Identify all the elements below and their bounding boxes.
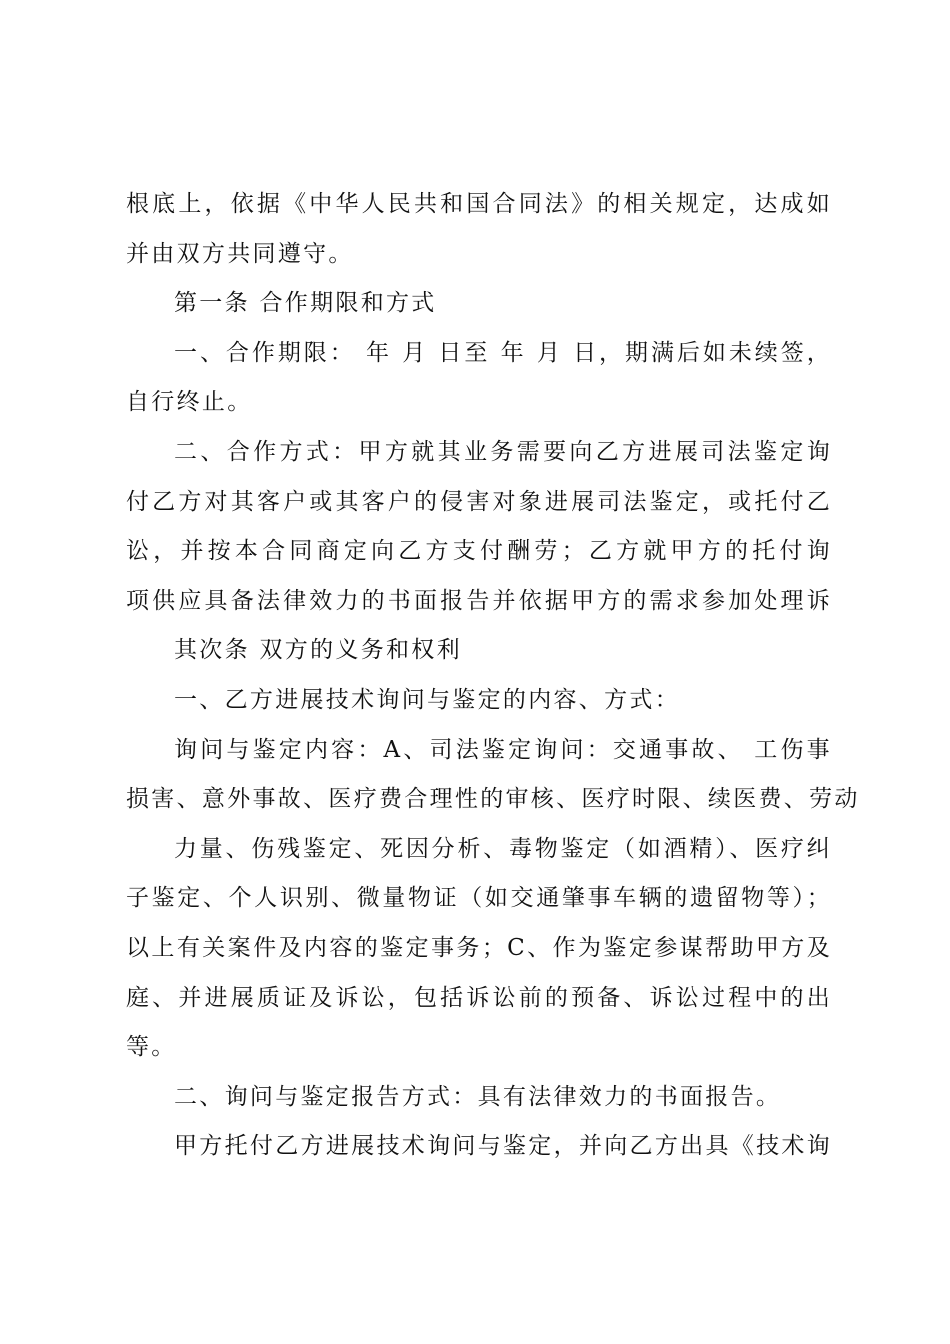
paragraph-line: 二、合作方式：甲方就其业务需要向乙方进展司法鉴定询 xyxy=(174,438,832,465)
document-body xyxy=(126,180,860,1172)
paragraph-line: 付乙方对其客户或其客户的侵害对象进展司法鉴定，或托付乙 xyxy=(126,488,832,515)
paragraph-line: 根底上，依据《中华人民共和国合同法》的相关规定，达成如 xyxy=(126,191,832,217)
paragraph-line: 项供应具备法律效力的书面报告并依据甲方的需求参加处理诉 xyxy=(126,587,832,614)
paragraph-line: 子鉴定、个人识别、微量物证（如交通肇事车辆的遗留物等）； xyxy=(126,885,832,912)
paragraph-line: 一、合作期限： 年 月 日至 年 月 日，期满后如未续签， xyxy=(174,339,832,366)
section-heading: 其次条 双方的义务和权利 xyxy=(174,637,462,664)
paragraph-line: 讼，并按本合同商定向乙方支付酬劳；乙方就甲方的托付询 xyxy=(126,538,832,565)
paragraph-line: 并由双方共同遵守。 xyxy=(126,240,354,267)
paragraph-line: 询问与鉴定内容：A、司法鉴定询问：交通事故、 工伤事 xyxy=(174,736,832,763)
section-heading: 第一条 合作期限和方式 xyxy=(174,290,437,317)
paragraph-line: 一、乙方进展技术询问与鉴定的内容、方式： xyxy=(174,686,680,713)
paragraph-line: 等。 xyxy=(126,1034,177,1061)
paragraph-line: 力量、伤残鉴定、死因分析、毒物鉴定（如酒精）、医疗纠 xyxy=(174,835,832,862)
paragraph-line: 二、询问与鉴定报告方式：具有法律效力的书面报告。 xyxy=(174,1083,782,1110)
paragraph-line: 损害、意外事故、医疗费合理性的审核、医疗时限、续医费、劳动 xyxy=(126,786,860,813)
paragraph-line: 庭、并进展质证及诉讼，包括诉讼前的预备、诉讼过程中的出 xyxy=(126,984,832,1011)
paragraph-line: 以上有关案件及内容的鉴定事务；C、作为鉴定参谋帮助甲方及 xyxy=(126,934,832,961)
paragraph-line: 自行终止。 xyxy=(126,389,253,416)
paragraph-line: 甲方托付乙方进展技术询问与鉴定，并向乙方出具《技术询 xyxy=(174,1133,832,1160)
